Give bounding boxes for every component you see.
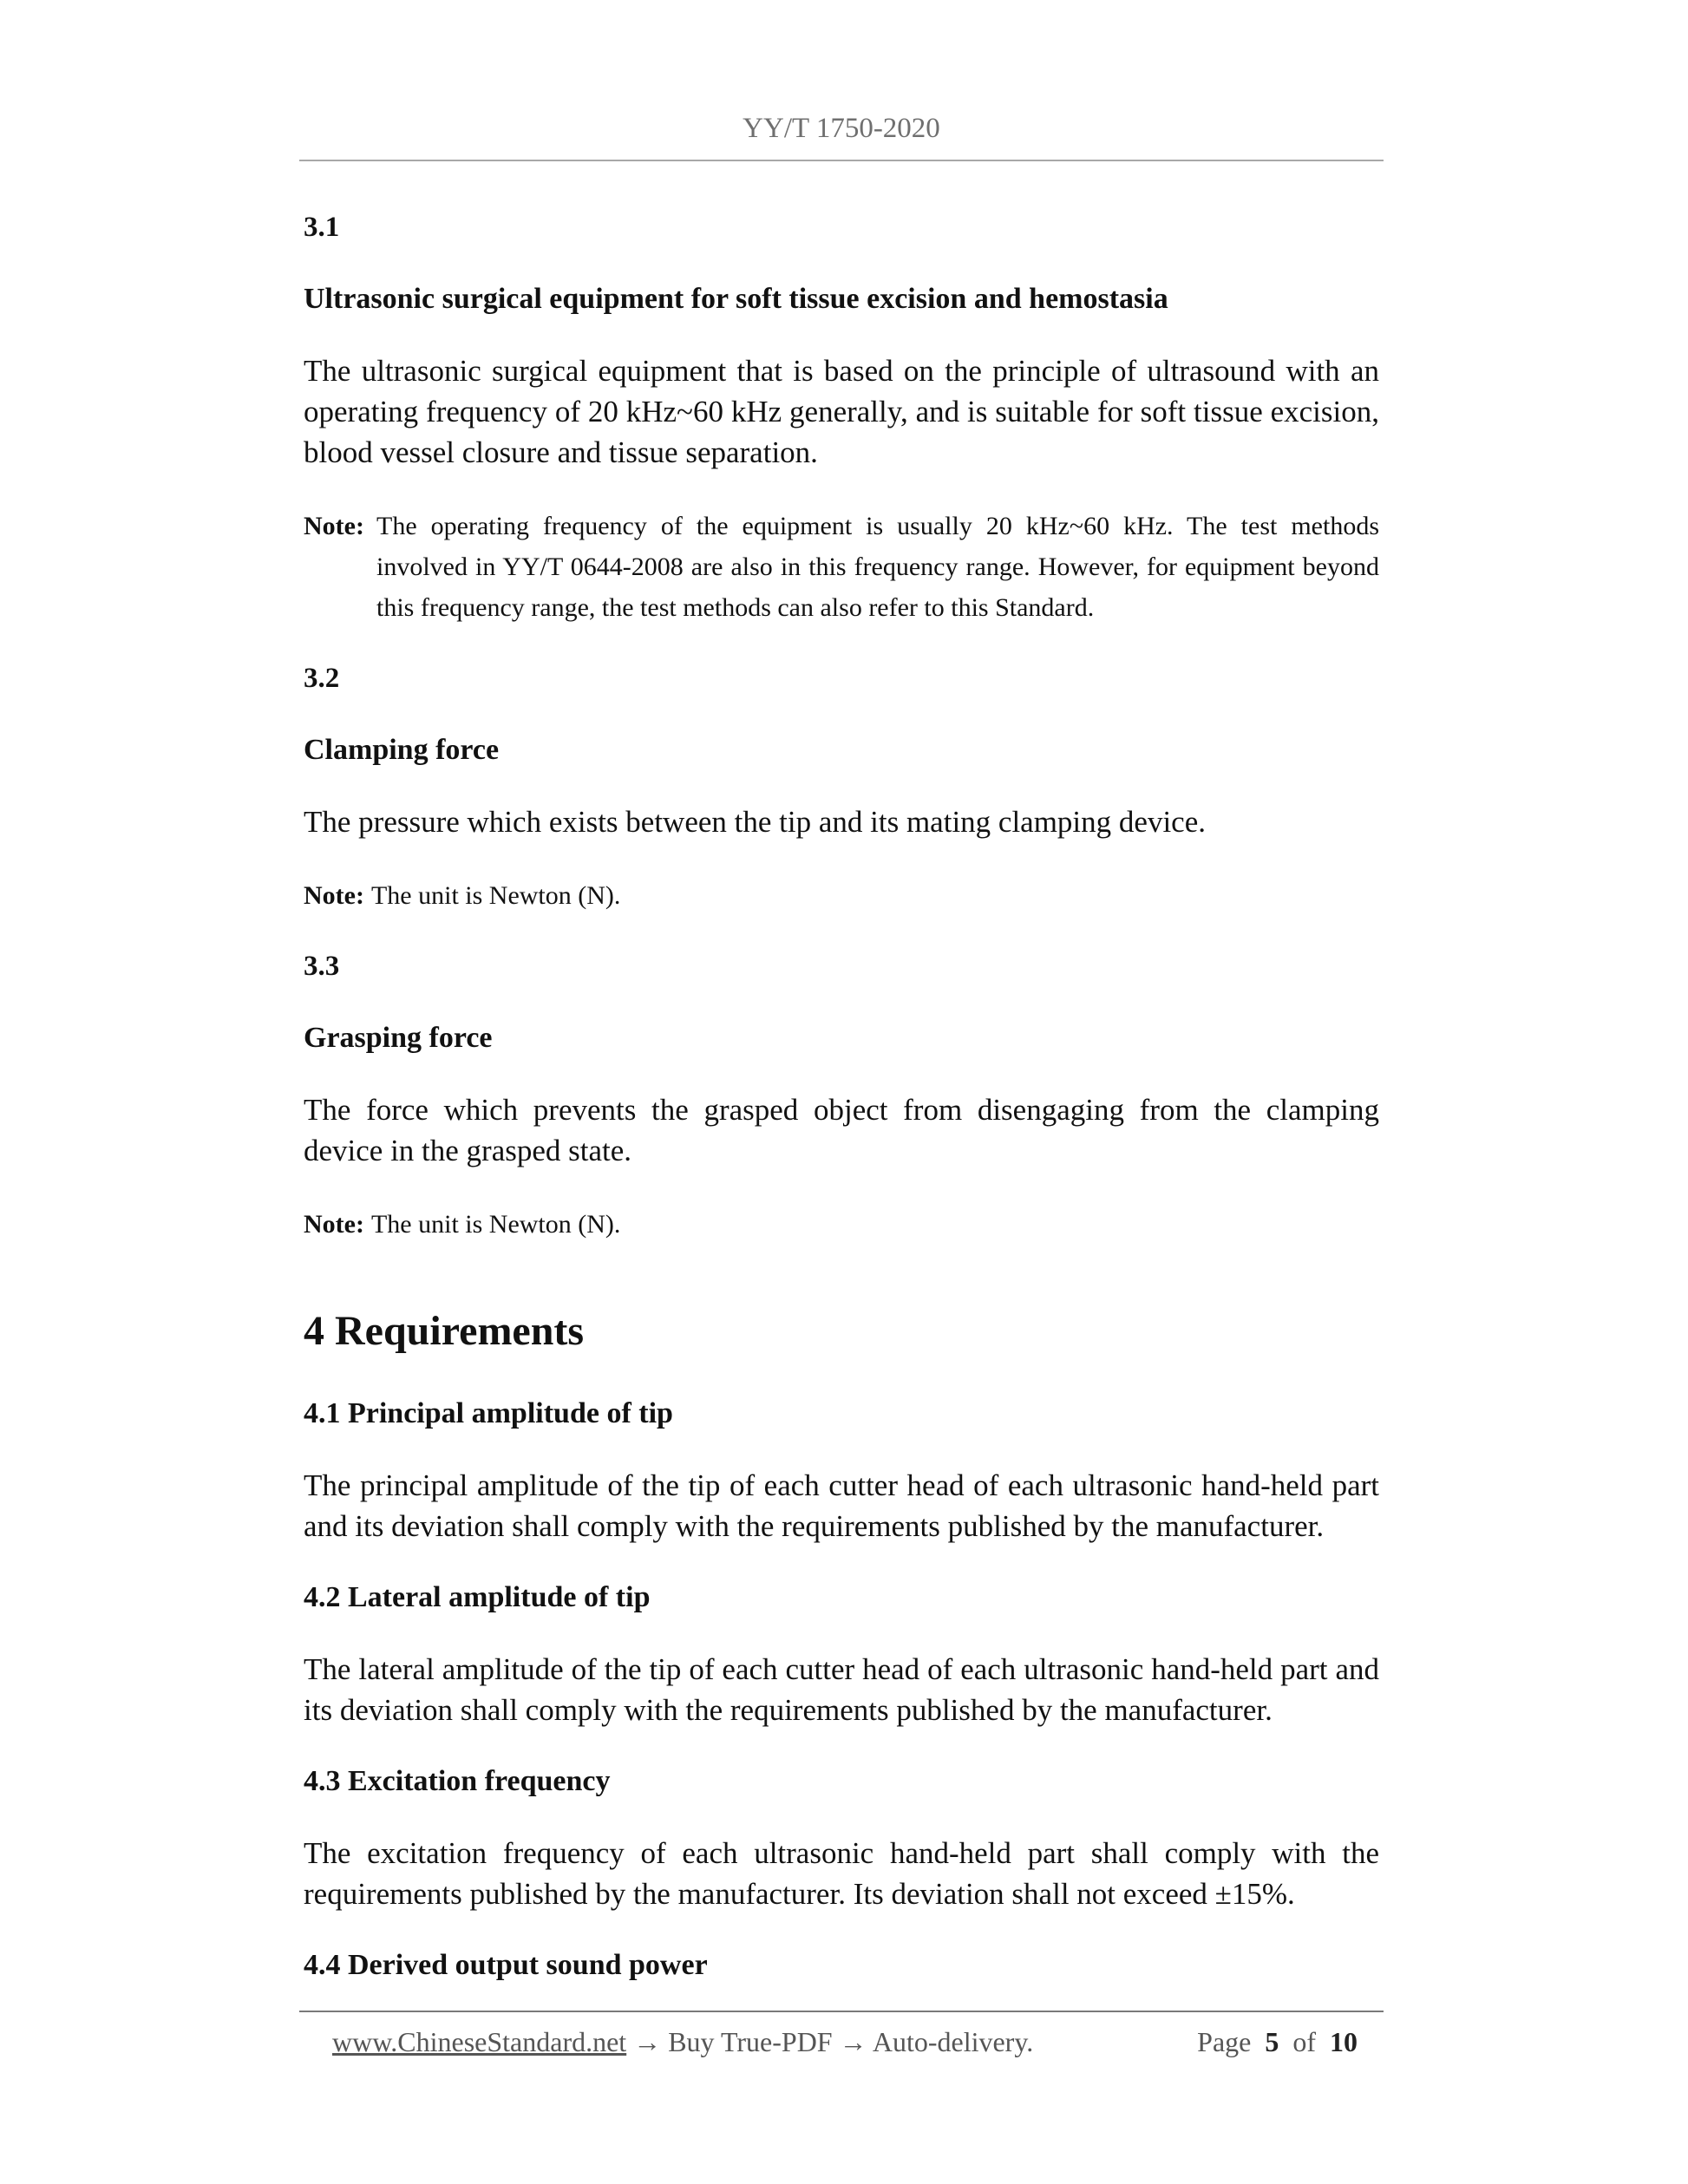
page-header [299, 104, 1384, 161]
term-note [304, 1204, 1379, 1245]
term-definition: The ultrasonic surgical equipment that is based on the principle of ultrasound with an operating frequency of 20 kHz~60 kHz generally, and is suitable for soft tissue excision, blood vessel closure and tissue separation. [304, 354, 1379, 469]
clause-number: 3.1 [304, 212, 340, 243]
note-label: Note: [304, 512, 364, 540]
site-link[interactable]: www.ChineseStandard.net [332, 2026, 627, 2057]
note-text: The operating frequency of the equipment is usually 20 kHz~60 kHz. The test methods involved in YY/T 0644-2008 are also in this frequency range. However, for equipment beyond this frequency range, the test methods can also refer to this Standard. [376, 512, 1379, 622]
note-text: The unit is Newton (N). [370, 881, 621, 910]
page-number [1197, 2024, 1358, 2059]
term-note [304, 875, 1379, 916]
subsection-text: The excitation frequency of each ultrasonic hand-held part shall comply with the requirements published by the manufacturer. Its deviation shall not exceed ±15%. [304, 1836, 1379, 1911]
section-heading: 4 Requirements [304, 1308, 585, 1354]
term-title: Ultrasonic surgical equipment for soft tissue excision and hemostasia [304, 283, 1168, 315]
subsection-heading: 4.2 Lateral amplitude of tip [304, 1581, 651, 1613]
page-of: of [1292, 2026, 1316, 2057]
subsection-text: The principal amplitude of the tip of each cutter head of each ultrasonic hand-held part and its deviation shall comply with the requirements published by the manufacturer. [304, 1468, 1379, 1543]
term-definition: The pressure which exists between the tip and its mating clamping device. [304, 805, 1206, 839]
subsection-heading: 4.4 Derived output sound power [304, 1949, 708, 1981]
document-body [304, 210, 1379, 2017]
subsection-heading: 4.3 Excitation frequency [304, 1765, 611, 1797]
page-total: 10 [1330, 2026, 1358, 2057]
note-text: The unit is Newton (N). [370, 1210, 621, 1239]
arrow-right-icon: → [633, 2026, 662, 2057]
buy-link[interactable]: Buy True-PDF [668, 2026, 833, 2057]
subsection-text: The lateral amplitude of the tip of each cutter head of each ultrasonic hand-held part and its deviation shall comply with the requirements published by the manufacturer. [304, 1652, 1379, 1727]
footer-promo [332, 2024, 1033, 2059]
page-current: 5 [1265, 2026, 1279, 2057]
note-label: Note: [304, 881, 364, 910]
clause-number: 3.3 [304, 951, 340, 982]
term-title: Clamping force [304, 734, 500, 766]
page-footer [299, 2011, 1384, 2057]
term-definition: The force which prevents the grasped object from disengaging from the clamping device in the grasped state. [304, 1093, 1379, 1167]
clause-number: 3.2 [304, 663, 340, 694]
note-label: Note: [304, 1210, 364, 1239]
arrow-right-icon: → [839, 2026, 867, 2057]
delivery-text: Auto-delivery. [872, 2026, 1034, 2057]
term-note [304, 506, 1379, 628]
term-title: Grasping force [304, 1022, 493, 1054]
page-label: Page [1197, 2026, 1252, 2057]
subsection-heading: 4.1 Principal amplitude of tip [304, 1397, 673, 1429]
document-code: YY/T 1750-2020 [743, 113, 940, 144]
